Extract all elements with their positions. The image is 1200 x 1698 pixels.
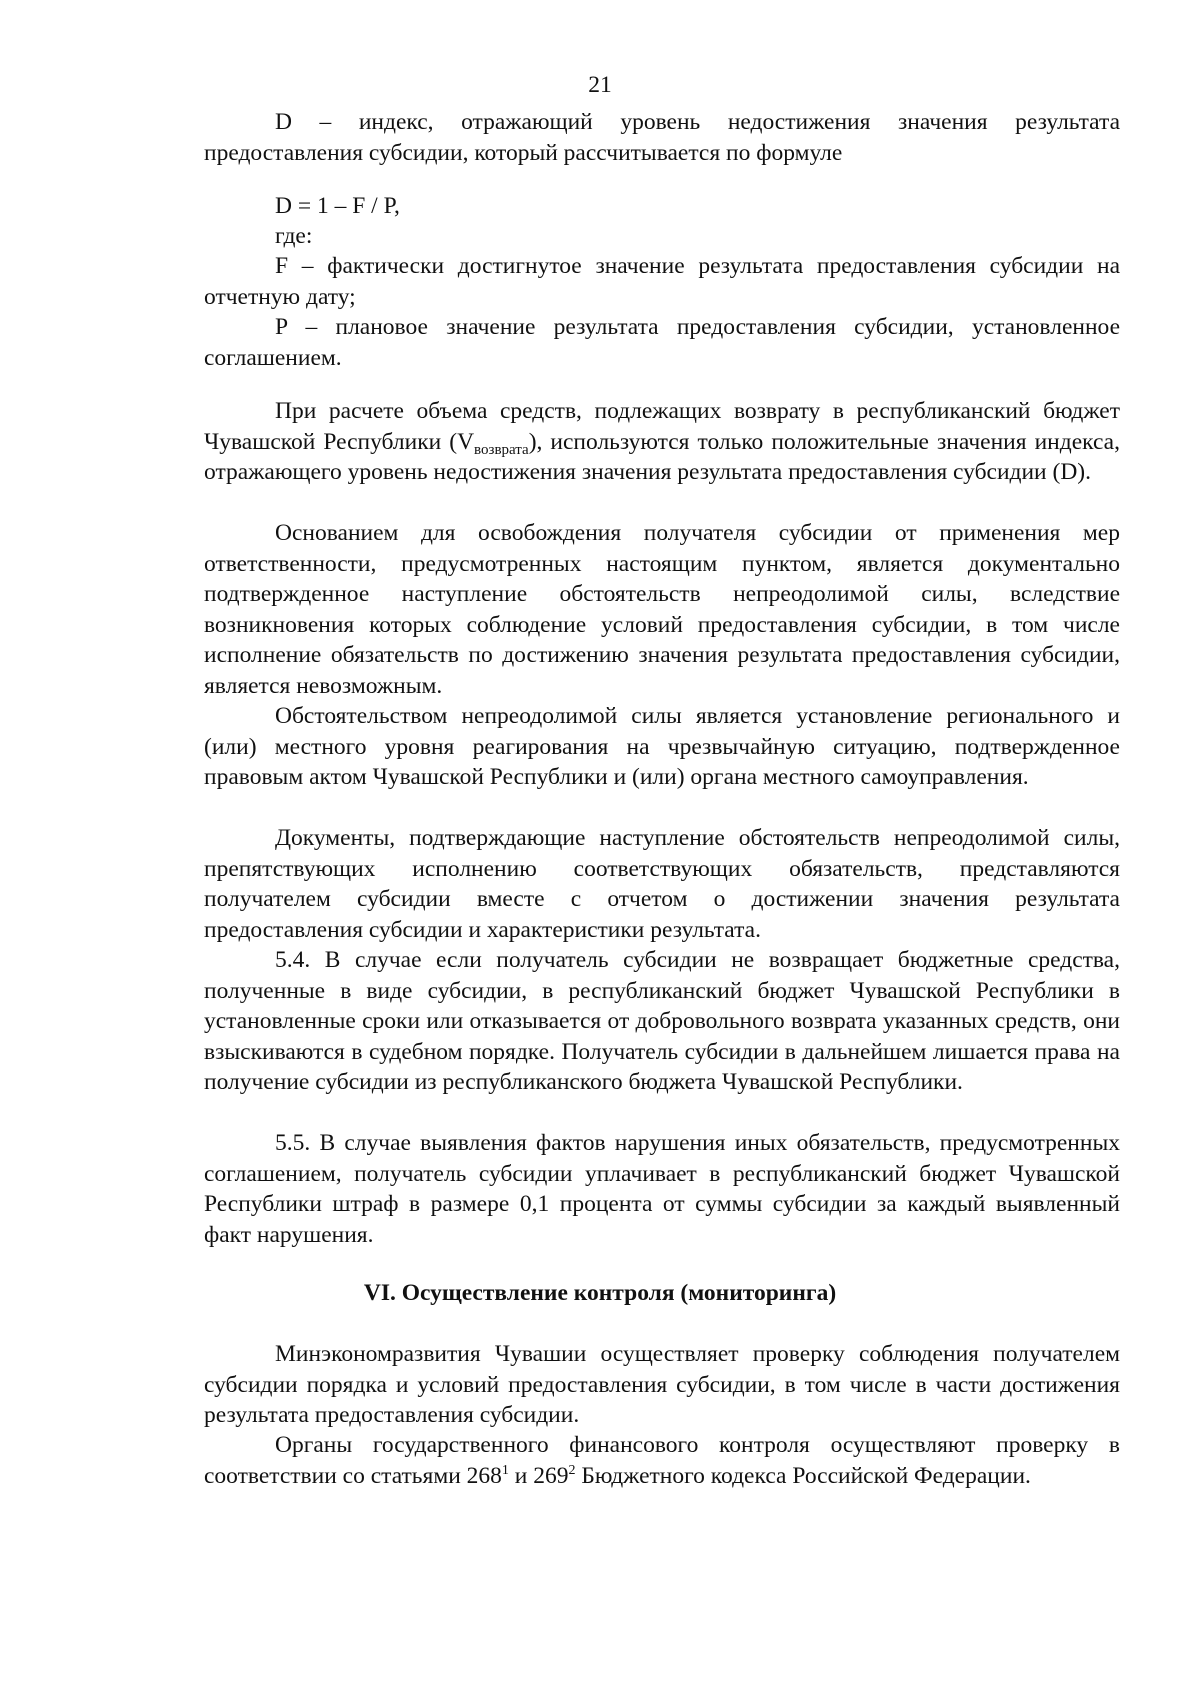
paragraph-control-text-mid: и 269	[508, 1462, 569, 1489]
paragraph-ministry-check: Минэкономразвития Чувашии осуществляет проверку соблюдения получателем субсидии порядка и условий предоставления субсидии, в том числе в части достижения результата предоставления субсидии.	[204, 1341, 1120, 1428]
paragraph-financial-control	[204, 1430, 1120, 1491]
paragraph-force-majeure: Обстоятельством непреодолимой силы является установление регионального и (или) местного уровня реагирования на чрезвычайную ситуацию, подтвержденное правовым актом Чувашской Республики и (или) органа местного самоуправления.	[204, 703, 1120, 790]
page-number: 21	[588, 72, 612, 98]
paragraph-d-definition: D – индекс, отражающий уровень недостижения значения результата предоставления субсидии, который рассчитывается по формуле	[204, 109, 1120, 166]
paragraph-5-4: 5.4. В случае если получатель субсидии не возвращает бюджетные средства, полученные в виде субсидии, в республиканский бюджет Чувашской Республики в установленные сроки или отказывается от добровольного возврата указанных средств, они взыскиваются в судебном порядке. Получатель субсидии в дальнейшем лишается права на получение субсидии из республиканского бюджета Чувашской Республики.	[204, 947, 1120, 1095]
paragraph-5-5: 5.5. В случае выявления фактов нарушения иных обязательств, предусмотренных соглашением, получатель субсидии уплачивает в республиканский бюджет Чувашской Республики штраф в размере 0,1 процента от суммы субсидии за каждый выявленный факт нарушения.	[204, 1130, 1120, 1248]
superscript-1: 1	[501, 1462, 509, 1478]
where-label: где:	[275, 223, 313, 249]
section-heading: VI. Осуществление контроля (мониторинга)	[363, 1280, 837, 1306]
paragraph-control-text-start: Органы государственного финансового контроля осуществляют проверку в соответствии со статьями 268	[204, 1432, 1120, 1489]
paragraph-return-text-start: При расчете объема средств, подлежащих возврату в республиканский бюджет Чувашской Республики (V	[204, 398, 1120, 455]
superscript-2: 2	[568, 1462, 576, 1478]
paragraph-control-text-end: Бюджетного кодекса Российской Федерации.	[575, 1462, 1031, 1489]
subscript-return: возврата	[474, 441, 529, 458]
paragraph-p-definition: P – плановое значение результата предоставления субсидии, установленное соглашением.	[204, 314, 1120, 371]
paragraph-f-definition: F – фактически достигнутое значение результата предоставления субсидии на отчетную дату;	[204, 253, 1120, 310]
paragraph-release-grounds: Основанием для освобождения получателя субсидии от применения мер ответственности, предусмотренных настоящим пунктом, является документально подтвержденное наступление обстоятельств непреодолимой силы, вследствие возникновения которых соблюдение условий предоставления субсидии, в том числе исполнение обязательств по достижению значения результата предоставления субсидии, является невозможным.	[204, 520, 1120, 699]
paragraph-documents: Документы, подтверждающие наступление обстоятельств непреодолимой силы, препятствующих исполнению соответствующих обязательств, представляются получателем субсидии вместе с отчетом о достижении значения результата предоставления субсидии и характеристики результата.	[204, 825, 1120, 943]
formula: D = 1 – F / P,	[275, 193, 400, 219]
paragraph-return-calculation	[204, 396, 1120, 488]
paragraph-return-text-end: ), используются только положительные значения индекса, отражающего уровень недостижения значения результата предоставления субсидии (D).	[204, 428, 1120, 485]
